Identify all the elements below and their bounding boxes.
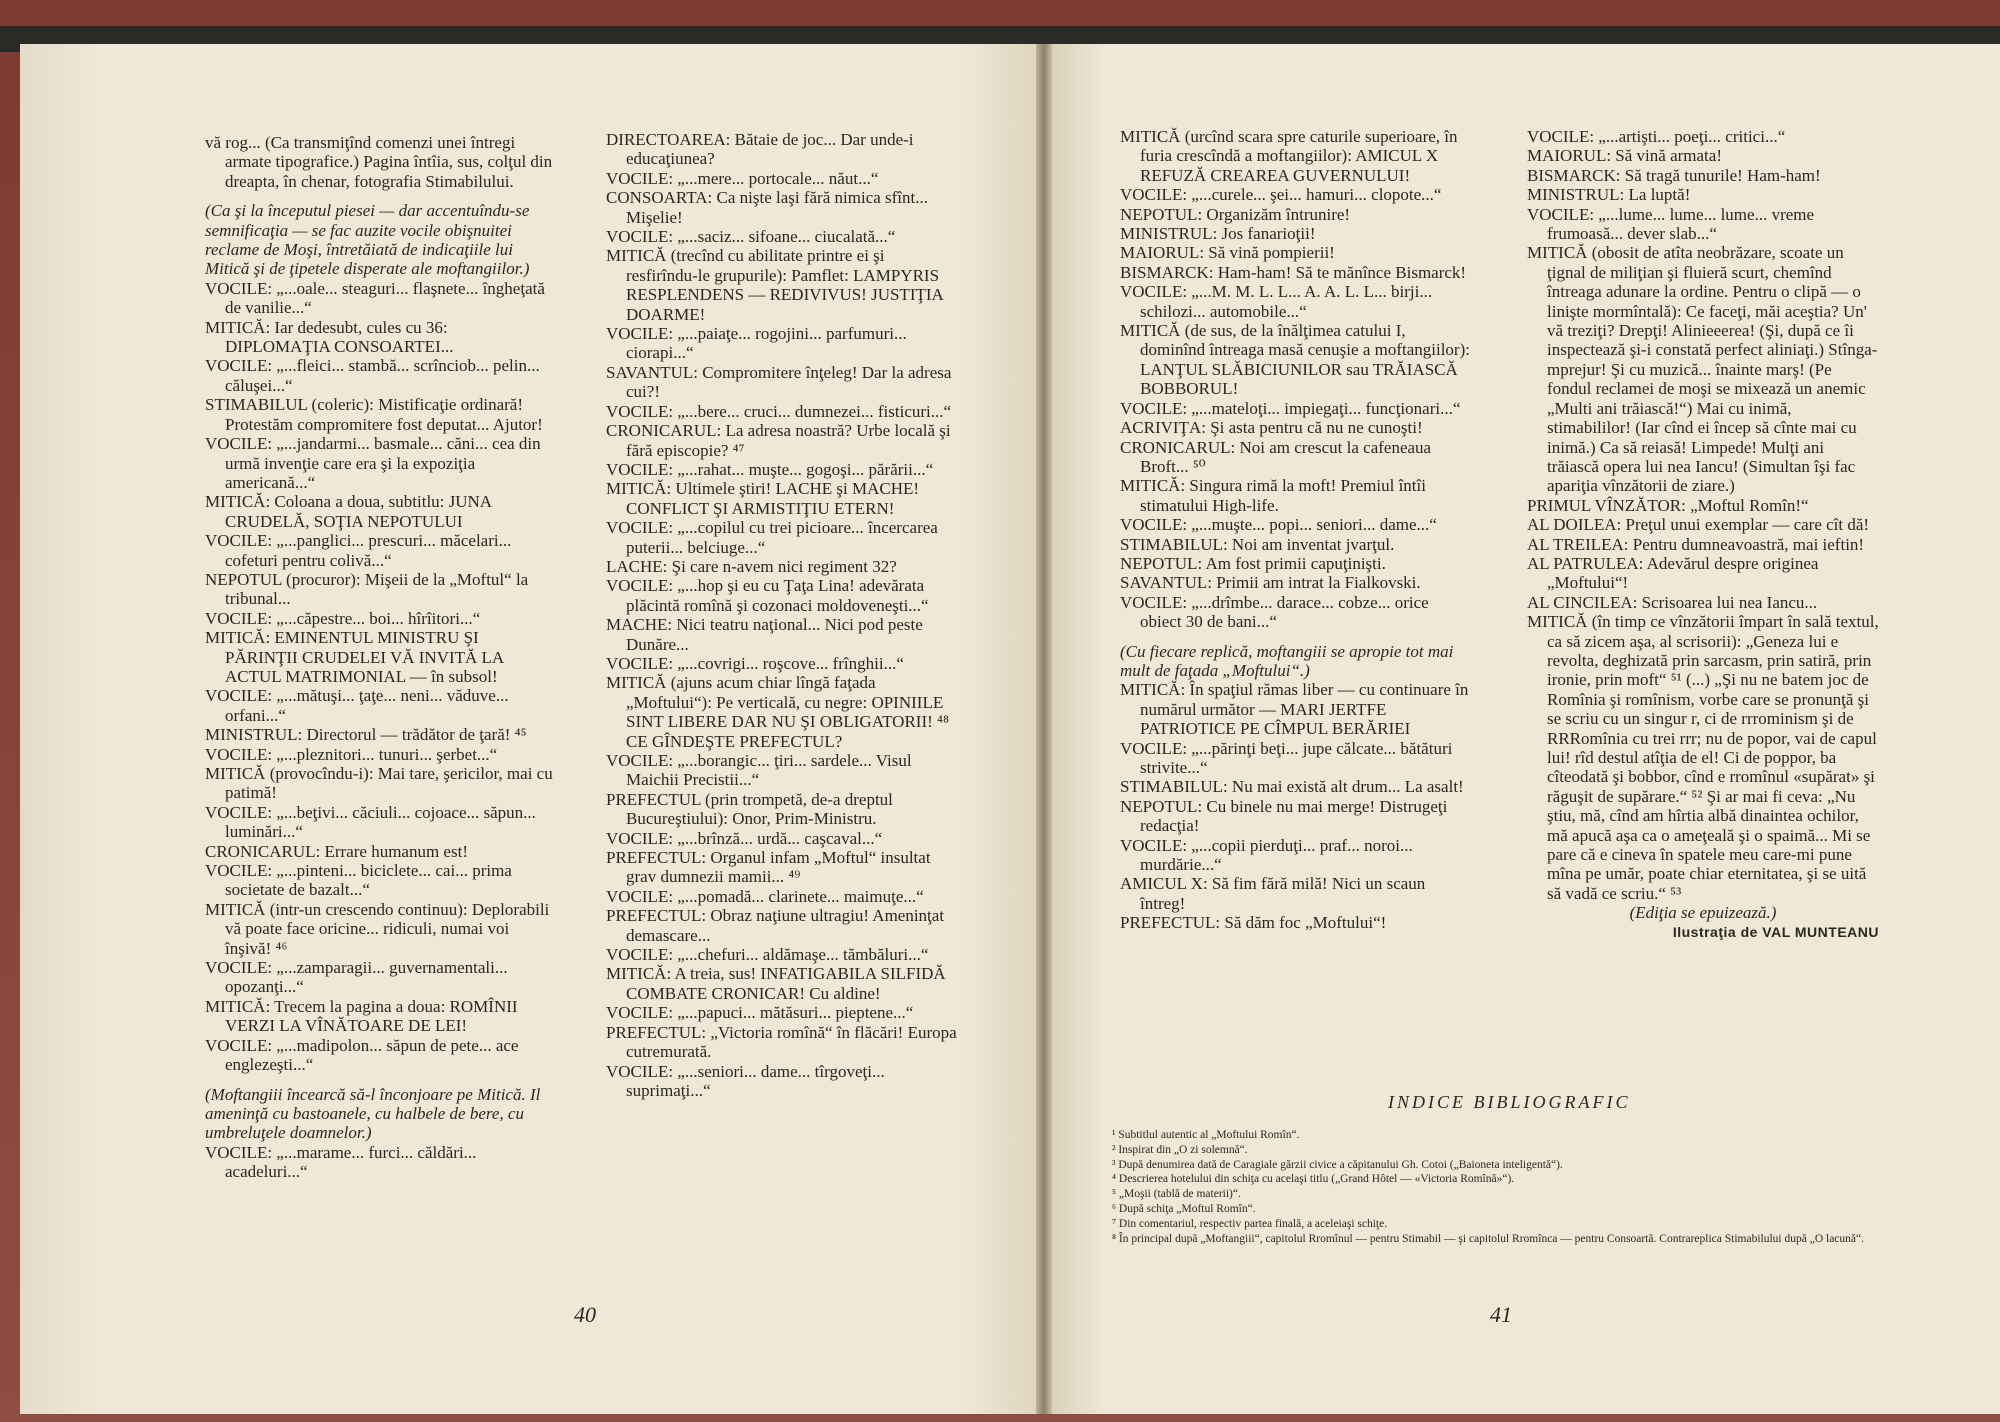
- dialogue-line: DIRECTOAREA: Bătaie de joc... Dar unde-i educaţiunea?: [606, 130, 914, 169]
- footnote: ⁸ În principal după „Moftangiii“, capitolul Rromînul — pentru Stimabil — şi capitolul Rromînca — pentru Consoartă. Contrareplica Stimabilului după „O lacună“.: [1112, 1232, 1864, 1245]
- dialogue-line: VOCILE: „...pomadă... clarinete... maimuţe...“: [606, 886, 924, 906]
- footnote: ⁶ După schiţa „Moftul Romîn“.: [1112, 1202, 1256, 1215]
- dialogue-line: MITICĂ (obosit de atîta neobrăzare, scoate un ţignal de miliţian şi fluieră scurt, chemînd întreaga adunare la ordine. Pentru o clipă — o linişte mormîntală): Ce faceţi, măi aceştia? Un' vă treziţi? Drepţi! Alinieeerea! (Şi, după ce îi inspectează şi-i constată perfect aliniaţi.) Stînga-mprejur! Şi cu muzică... înainte marş! (Pe fondul reclamei de moşi se mixează un anemic „Multi ani trăiască!“) Mai cu inimă, stimabililor! (Iar cînd ei încep să cînte mai cu inimă.) Ca să reiasă! Limpede! Mulţi ani trăiască opera lui nea Iancu! (Simultan îşi fac apariţia vînzătorii de ziare.): [1527, 243, 1878, 496]
- dialogue-line: VOCILE: „...muşte... popi... seniori... dame...“: [1120, 515, 1437, 535]
- dialogue-line: MITICĂ: Iar dedesubt, cules cu 36: DIPLOMAŢIA CONSOARTEI...: [205, 317, 454, 357]
- dialogue-line: VOCILE: „...zamparagii... guvernamentali... opozanţi...“: [205, 958, 508, 997]
- dialogue-line: MITICĂ: Ultimele ştiri! LACHE şi MACHE! CONFLICT ŞI ARMISTIŢIU ETERN!: [606, 479, 920, 518]
- dialogue-line: VOCILE: „...bere... cruci... dumnezei... fisticuri...“: [606, 401, 952, 421]
- dialogue-line: NEPOTUL: Cu binele nu mai merge! Distrugeţi redacţia!: [1120, 796, 1448, 836]
- dialogue-line: PREFECTUL: „Victoria romînă“ în flăcări! Europa cutremurată.: [606, 1022, 957, 1062]
- dialogue-line: VOCILE: „...hop şi eu cu Ţaţa Lina! adevărata plăcintă romînă şi cozonaci moldoveneşti...“: [606, 576, 929, 615]
- dialogue-line: MINISTRUL: Jos fanarioţii!: [1120, 224, 1316, 244]
- dialogue-line: VOCILE: „...lume... lume... lume... vreme frumoasă... dever slab...“: [1527, 204, 1815, 244]
- dialogue-line: NEPOTUL: Am fost primii capuţinişti.: [1120, 553, 1386, 573]
- dialogue-line: MITICĂ: EMINENTUL MINISTRU ŞI PĂRINŢII CRUDELEI VĂ INVITĂ LA ACTUL MATRIMONIAL — în subsol!: [205, 628, 504, 686]
- left-page-column-1: [205, 133, 555, 1182]
- dialogue-line: STIMABILUL: Noi am inventat jvarţul.: [1120, 534, 1395, 554]
- dialogue-line: VOCILE: „...seniori... dame... tîrgoveţi... suprimaţi...“: [606, 1061, 885, 1100]
- dialogue-line: BISMARCK: Ham-ham! Să te mănînce Bismarck!: [1120, 262, 1467, 282]
- dialogue-line: MITICĂ: În spaţiul rămas liber — cu continuare în numărul următor — MARI JERTFE PATRIOTICE PE CÎMPUL BERĂRIEI: [1120, 680, 1469, 739]
- page-number-left: 40: [574, 1302, 596, 1327]
- dialogue-line: VOCILE: „...marame... furci... căldări... acadeluri...“: [205, 1142, 477, 1182]
- dialogue-line: PREFECTUL: Să dăm foc „Moftului“!: [1120, 913, 1387, 933]
- dialogue-line: VOCILE: „...oale... steaguri... flaşnete... îngheţată de vanilie...“: [205, 278, 545, 318]
- dialogue-line: AL CINCILEA: Scrisoarea lui nea Iancu...: [1527, 592, 1818, 612]
- dialogue-line: MITICĂ (urcînd scara spre caturile superioare, în furia crescîndă a moftangiilor): AMICUL X REFUZĂ CREAREA GUVERNULUI!: [1120, 127, 1458, 185]
- footnote: ⁷ Din comentariul, respectiv partea finală, a aceleiaşi schiţe.: [1112, 1217, 1388, 1230]
- dialogue-line: CRONICARUL: Noi am crescut la cafeneaua Broft... ⁵⁰: [1120, 437, 1432, 476]
- dialogue-line: STIMABILUL: Nu mai există alt drum... La asalt!: [1120, 777, 1464, 797]
- stage-direction: (Cu fiecare replică, moftangiii se apropie tot mai mult de faţada „Moftului“.): [1120, 641, 1454, 680]
- dialogue-line: VOCILE: „...copilul cu trei picioare... încercarea puterii... belciuge...“: [606, 518, 938, 557]
- dialogue-line: MITICĂ (de sus, de la înălţimea catului I, dominînd întreaga masă cenuşie a moftangiilor): LANŢUL SLĂBICIUNILOR sau TRĂIASCĂ BOBBORUL!: [1120, 321, 1470, 399]
- dialogue-line: NEPOTUL (procuror): Mişeii de la „Moftul“ la tribunal...: [205, 569, 529, 609]
- dialogue-line: MINISTRUL: Directorul — trădător de ţară! ⁴⁵: [205, 725, 527, 745]
- book-spine: [1036, 44, 1052, 1414]
- paragraph-gap: [205, 191, 555, 201]
- dialogue-line: CONSOARTA: Ca nişte laşi fără nimica sfînt... Mişelie!: [606, 188, 928, 227]
- dialogue-line: AL PATRULEA: Adevărul despre originea „Moftului“!: [1527, 553, 1819, 593]
- dialogue-line: MITICĂ (în timp ce vînzătorii împart în sală textul, ca să zicem aşa, al scrisorii): „Geneza lui e revolta, deghizată prin sarcasm, prin satiră, prin ironie, prin moft“ ⁵¹ (...) „Şi nu ne batem joc de Romînia şi romînism, vorbe care se pronunţă şi se scriu cu un singur r, ci de rrrominism şi de RRRomînia cu trei rrr; nu de popor, vai de capul lui! rîd destul atîţia de el! Ci de poppor, ba cîteodată şi bobbor, cînd e rromînul «supărat» şi răguşit de supărare.“ ⁵² Şi ar mai fi ceva: „Nu ştiu, mă, cînd am hîrtia albă dinaintea ochilor, mă apucă aşa ca o ameţeală şi o spaimă... Mi se pare că e cineva în spatele meu care-mi pune mîna pe umăr, poate chiar eternitatea, şi se uită să vadă ce scriu.“ ⁵³: [1527, 612, 1879, 903]
- dialogue-line: MINISTRUL: La luptă!: [1527, 185, 1691, 205]
- footnotes: [1112, 1128, 1874, 1246]
- dialogue-line: SAVANTUL: Primii am intrat la Fialkovski.: [1120, 573, 1421, 593]
- footnote: ⁵ „Moşii (tablă de materii)“.: [1112, 1188, 1241, 1201]
- dialogue-line: VOCILE: „...saciz... sifoane... ciucalată...“: [606, 227, 896, 247]
- dialogue-line: VOCILE: „...mătuşi... ţaţe... neni... văduve... orfani...“: [205, 686, 509, 725]
- dialogue-line: AL TREILEA: Pentru dumneavoastră, mai ieftin!: [1527, 534, 1865, 554]
- dialogue-line: VOCILE: „...părinţi beţi... jupe călcate... bătături strivite...“: [1120, 738, 1453, 777]
- dialogue-line: VOCILE: „...brînză... urdă... caşcaval...“: [606, 828, 883, 848]
- dialogue-line: VOCILE: „...beţivi... căciuli... cojoace... săpun... luminări...“: [205, 802, 536, 842]
- right-page-column-1: [1120, 127, 1472, 933]
- dialogue-line: VOCILE: „...borangic... ţiri... sardele... Visul Maichii Precistii...“: [606, 751, 912, 790]
- dialogue-line: MACHE: Nici teatru naţional... Nici pod peste Dunăre...: [606, 615, 923, 654]
- dialogue-line: VOCILE: „...rahat... muşte... gogoşi... părării...“: [606, 459, 934, 479]
- dialogue-line: MAIORUL: Să vină pompierii!: [1120, 243, 1335, 263]
- dialogue-line: VOCILE: „...artişti... poeţi... critici...“: [1527, 127, 1786, 146]
- dialogue-line: VOCILE: „...copii pierduţi... praf... noroi... murdărie...“: [1120, 835, 1413, 875]
- footnote: ¹ Subtitlul autentic al „Moftului Romîn“.: [1112, 1129, 1300, 1141]
- dialogue-line: VOCILE: „...drîmbe... darace... cobze... orice obiect 30 de bani...“: [1120, 592, 1429, 632]
- dialogue-line: MITICĂ (trecînd cu abilitate printre ei şi resfirîndu-le grupurile): Pamflet: LAMPYRIS RESPLENDENS — REDIVIVUS! JUSTIŢIA DOARME!: [606, 246, 943, 324]
- dialogue-line: VOCILE: „...madipolon... săpun de pete... ace englezeşti...“: [205, 1035, 519, 1075]
- dialogue-line: MITICĂ: A treia, sus! INFATIGABILA SILFIDĂ COMBATE CRONICAR! Cu aldine!: [606, 964, 946, 1003]
- dialogue-line: VOCILE: „...jandarmi... basmale... căni... cea din urmă invenţie care era şi la expoziţia americană...“: [205, 434, 541, 492]
- footnote: ² Inspirat din „O zi solemnă“.: [1112, 1143, 1248, 1156]
- right-page-column-2: [1527, 127, 1879, 942]
- dialogue-line: BISMARCK: Să tragă tunurile! Ham-ham!: [1527, 165, 1821, 185]
- dialogue-line: VOCILE: „...papuci... mătăsuri... pieptene...“: [606, 1003, 914, 1023]
- dialogue-line: (Ediţia se epuizează.): [1629, 903, 1777, 923]
- paragraph-gap: [1120, 632, 1472, 642]
- dialogue-line: CRONICARUL: La adresa noastră? Urbe locală şi fără episcopie? ⁴⁷: [606, 421, 951, 460]
- dialogue-line: AL DOILEA: Preţul unui exemplar — care cît dă!: [1527, 515, 1870, 535]
- dialogue-line: VOCILE: „...mateloţi... impiegaţi... funcţionari...“: [1120, 398, 1461, 418]
- dialogue-line: PREFECTUL (prin trompetă, de-a dreptul Bucureştiului): Onor, Prim-Ministru.: [606, 789, 893, 829]
- dialogue-line: VOCILE: „...mere... portocale... năut...“: [606, 168, 879, 188]
- dialogue-line: NEPOTUL: Organizăm întrunire!: [1120, 204, 1351, 224]
- dialogue-line: VOCILE: „...fleici... stambă... scrînciob... pelin... căluşei...“: [205, 356, 540, 395]
- dialogue-line: MITICĂ: Singura rimă la moft! Premiul întîi stimatului High-life.: [1120, 476, 1426, 515]
- dialogue-line: VOCILE: „...pinteni... biciclete... cai... prima societate de bazalt...“: [205, 861, 512, 900]
- footnote: ³ După denumirea dată de Caragiale gărzii civice a căpitanului Gh. Cotoi („Baioneta inteligentă“).: [1112, 1158, 1563, 1171]
- stage-direction: (Moftangiii încearcă să-l înconjoare pe Mitică. Il ameninţă cu bastoanele, cu halbele de bere, cu umbreluţele doamnelor.): [205, 1084, 541, 1143]
- dialogue-line: MITICĂ (provocîndu-i): Mai tare, şericilor, mai cu patimă!: [205, 764, 553, 803]
- dialogue-line: MAIORUL: Să vină armata!: [1527, 146, 1722, 166]
- dialogue-line: MITICĂ (ajuns acum chiar lîngă faţada „Moftului“): Pe verticală, cu negre: OPINIILE SINT LIBERE DAR NU ŞI OBLIGATORII! ⁴⁸ CE GÎNDEŞTE PREFECTUL?: [606, 673, 949, 751]
- dialogue-line: PRIMUL VÎNZĂTOR: „Moftul Romîn!“: [1527, 495, 1809, 515]
- dialogue-line: VOCILE: „...căpestre... boi... hîrîitori...“: [205, 608, 481, 628]
- index-title: INDICE BIBLIOGRAFIC: [1388, 1092, 1631, 1112]
- dialogue-line: SAVANTUL: Compromitere înţeleg! Dar la adresa cui?!: [606, 362, 952, 402]
- left-page-column-2: [606, 130, 958, 1100]
- dialogue-line: VOCILE: „...paiaţe... rogojini... parfumuri... ciorapi...“: [606, 324, 907, 363]
- dialogue-line: STIMABILUL (coleric): Mistificaţie ordinară! Protestăm compromitere fost deputat... Ajutor!: [205, 395, 543, 434]
- dialogue-line: VOCILE: „...panglici... prescuri... măcelari... cofeturi pentru colivă...“: [205, 531, 512, 570]
- page-number-right: 41: [1490, 1302, 1512, 1327]
- dialogue-line: VOCILE: „...covrigi... roşcove... frînghii...“: [606, 653, 904, 673]
- dialogue-line: VOCILE: „...curele... şei... hamuri... clopote...“: [1120, 185, 1442, 205]
- dialogue-line: VOCILE: „...pleznitori... tunuri... şerbet...“: [205, 744, 498, 764]
- stage-direction: (Ca şi la începutul piesei — dar accentuîndu-se semnificaţia — se fac auzite vocile obişnuitei reclame de Moşi, întretăiată de indicaţiile lui Mitică şi de ţipetele disperate ale moftangiilor.): [205, 201, 530, 279]
- dialogue-line: AMICUL X: Să fim fără milă! Nici un scaun întreg!: [1120, 874, 1426, 913]
- dialogue-line: MITICĂ: Coloana a doua, subtitlu: JUNA CRUDELĂ, SOŢIA NEPOTULUI: [205, 492, 492, 531]
- dialogue-line: MITICĂ: Trecem la pagina a doua: ROMÎNII VERZI LA VÎNĂTOARE DE LEI!: [205, 996, 518, 1036]
- dialogue-line: LACHE: Şi care n-avem nici regiment 32?: [606, 556, 897, 576]
- dialogue-line: MITICĂ (intr-un crescendo continuu): Deplorabili vă poate face oricine... ridiculi, numai voi înşivă! ⁴⁶: [205, 899, 550, 958]
- dialogue-line: PREFECTUL: Obraz naţiune ultragiu! Ameninţat demascare...: [606, 906, 945, 945]
- dialogue-line: VOCILE: „...chefuri... aldămaşe... tămbăluri...“: [606, 945, 929, 965]
- paragraph-gap: [205, 1075, 555, 1085]
- dialogue-line: Ilustraţia de VAL MUNTEANU: [1672, 923, 1879, 940]
- dialogue-line: CRONICARUL: Errare humanum est!: [205, 841, 468, 861]
- dialogue-line: vă rog... (Ca transmiţînd comenzi unei întregi armate tipografice.) Pagina întîia, sus, colţul din dreapta, în chenar, fotografia Stimabilului.: [205, 133, 553, 191]
- footnote: ⁴ Descrierea hotelului din schiţa cu acelaşi titlu („Grand Hôtel — «Victoria Romînă»“).: [1112, 1173, 1515, 1186]
- dialogue-line: VOCILE: „...M. M. L. L... A. A. L. L... birji... schilozi... automobile...“: [1120, 282, 1433, 321]
- dialogue-line: ACRIVIŢA: Şi asta pentru că nu ne cunoşti!: [1120, 418, 1423, 438]
- dialogue-line: PREFECTUL: Organul infam „Moftul“ insultat grav dumnezii mamii... ⁴⁹: [606, 848, 931, 887]
